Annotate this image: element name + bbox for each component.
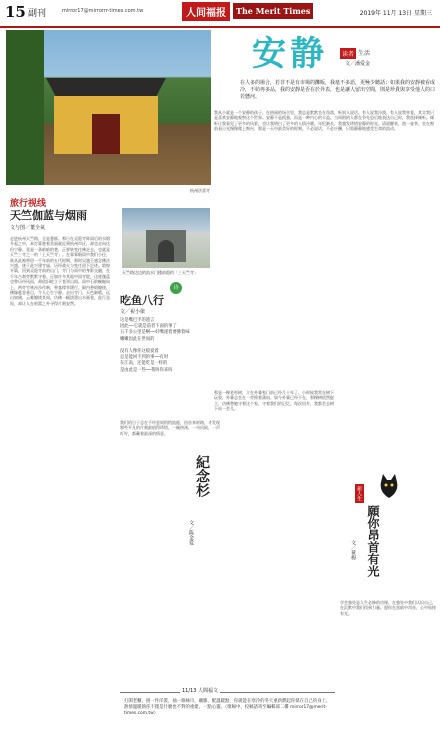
article-kicker: 旅行视线: [10, 199, 47, 209]
temple-door: [92, 114, 120, 154]
side-title: 願你昂首有光: [366, 505, 380, 577]
poem-byline: 文／祝小俵: [120, 309, 146, 315]
poem-line: 总是能回不到的事──有时: [120, 355, 169, 361]
middle-text: 我们的日子总在不经意间悄悄流逝，回首来时路，才发现那些平凡的片刻最值得珍惜。一碗热汤，一句问候，一声叮咛，都藏着最深的情意。: [120, 420, 220, 436]
article-headline: 天竺伽蓝与烟雨: [10, 209, 87, 222]
issue-date: 2019年 11月 13日 星期三: [359, 10, 432, 17]
gate-arch: [158, 240, 174, 262]
side-body: 学会独处是人生必修的功课，在独处中我们认识自己，在沉默中我们找到力量。愿你在黑暗中昂首，心中始终有光。: [340, 600, 436, 616]
tree-shape: [6, 30, 44, 185]
poem-line: 在江南，还能吃是一样的: [120, 361, 168, 367]
newspaper-logo: [182, 2, 313, 20]
gate-photo-caption: 天竺路边边的流水门楼前隐约「三天竺寺」: [122, 270, 198, 275]
side-byline: 文／黄梅: [350, 540, 356, 560]
poem-line: 这是嘴巴手的遗言: [120, 318, 155, 323]
cat-illustration: [377, 470, 401, 500]
temple-photo: [6, 30, 211, 185]
poem-body: [120, 318, 210, 374]
main-byline: 文／潘爱金: [345, 61, 371, 67]
footer-box: [120, 688, 335, 731]
memory-byline: 文／陈金爱: [188, 520, 194, 545]
main-lead: 在人多的場合，若非不是有市場的攤販，我毫不多語，更極少聽話；如果我的安靜被看成冷，不妨再多品，我的安靜是否在於外表，也是讓人留出空間，則是珍貴與享受他人的口若懸河。: [240, 80, 436, 100]
logo-chinese: 人间福报: [182, 2, 230, 21]
logo-english: The Merit Times: [233, 3, 313, 19]
footer-label: 11/13 人間福文: [182, 688, 218, 694]
contact-email: mirror17@mirrorrr-times.com.tw: [62, 8, 144, 14]
footer-text: 打開老櫃，挑一件洋裝，抽一條絲巾，襯膝，配溫暖點，你就能在寒冷的冬天重新燃起你鼎在自己的身上，熱情溫暖熱你不僅是什麼也不對的重建，一點心靈。（徵稿中，投稿請寄至編輯部二樓 mirror17@merit-times.com.tw）: [124, 699, 331, 716]
main-title: 安静: [252, 34, 328, 74]
photo-caption: 杭州法喜寺: [190, 188, 210, 193]
poem-line: 五千多公里是啊──好嘴递着要佛着味: [120, 330, 190, 336]
poem-line: 没有人像你这般爱着: [120, 349, 159, 355]
temple-roof: [46, 78, 166, 96]
page-number: 15: [5, 3, 26, 21]
memory-title: 紀念杉: [194, 455, 210, 497]
gate-photo: [122, 208, 210, 268]
poem-badge: 诗: [170, 282, 182, 294]
main-tag-secondary: 生活: [358, 50, 371, 57]
main-tag: 读者: [340, 48, 356, 59]
main-body: 我从小就是一个安静的孩子。在热闹的场合里，我总是默默坐在角落，听别人说话。有人说我冷漠，有人说我害羞，其实我只是喜欢安静地观察这个世界。安静不是孤独，而是一种内心的丰盈。当周围的人都在争先恐后地表达自己时，我选择倾听。倾听让我看见了更多的风景，也让我明白了更多的人情冷暖。年纪渐长，我越发珍惜安静的时光。清晨醒来，泡一壶茶，坐在窗前看日光慢慢爬上窗台，那是一天中最美好的时刻。不必说话，不必应酬，只需静静地感受生命的流动。: [214, 110, 434, 132]
article-byline: 文与图／董全氣: [10, 225, 46, 231]
poem-title: 吃鱼八行: [120, 294, 164, 307]
section-name: 副刊: [28, 9, 47, 19]
poem-line: 因此──它就是前者下面的事了: [120, 324, 177, 330]
article-body: 走进杭州天竺路，全是葱郁。那日在灵隐寺阵雨后的水烟升起之中，本打算趁着美丽就近到杭州市区，却也走向这份宁静。竟是一条暗暗的巷，正要转变往佛走去，也就是天竺三寺之一的「上天竺寺」。在霏霏细雨中我们小径，欲从此被带回一千年前的五代时期，那时吴越王感念佛法兴盛，遂于此兴建寺庙，历经战火与变迁留下足迹。敦煌开篇，回到灵隐寺前的山门，寺门与雨中的身影交融，在千年古刹旁默默守着。正如许多其他中国寺院，这座伽蓝也曾历经风雨，却依旧屹立于苍翠山间。雨中石阶蜿蜒向上，两旁竹林沙沙作响，香客撑伞缓行。殿内香烟缭绕，佛像慈悲垂目，令人心生宁静。走出寺门，天色渐晴，远山如黛，云雾缭绕其间，仿佛一幅淡墨山水画卷。此行虽短，却让人在喧嚣之外寻得片刻安然。: [10, 236, 110, 306]
masthead: [0, 0, 440, 28]
poem-line: 嫩嫩因此在世间的: [120, 336, 155, 342]
memory-body: 那是一棵老杉树，立在外婆家门前已经几十年了。小时候我常在树下玩耍，外婆总坐在一旁摇着蒲扇。如今外婆已经不在，那棵树依然挺立，仿佛替她守着这个家，守着我们的记忆。每次回乡，我都会去树下站一会儿。: [214, 390, 334, 412]
poem-line: 是由此是一些──我叫你来吗: [120, 367, 173, 373]
side-tag: 新人生: [356, 486, 362, 501]
